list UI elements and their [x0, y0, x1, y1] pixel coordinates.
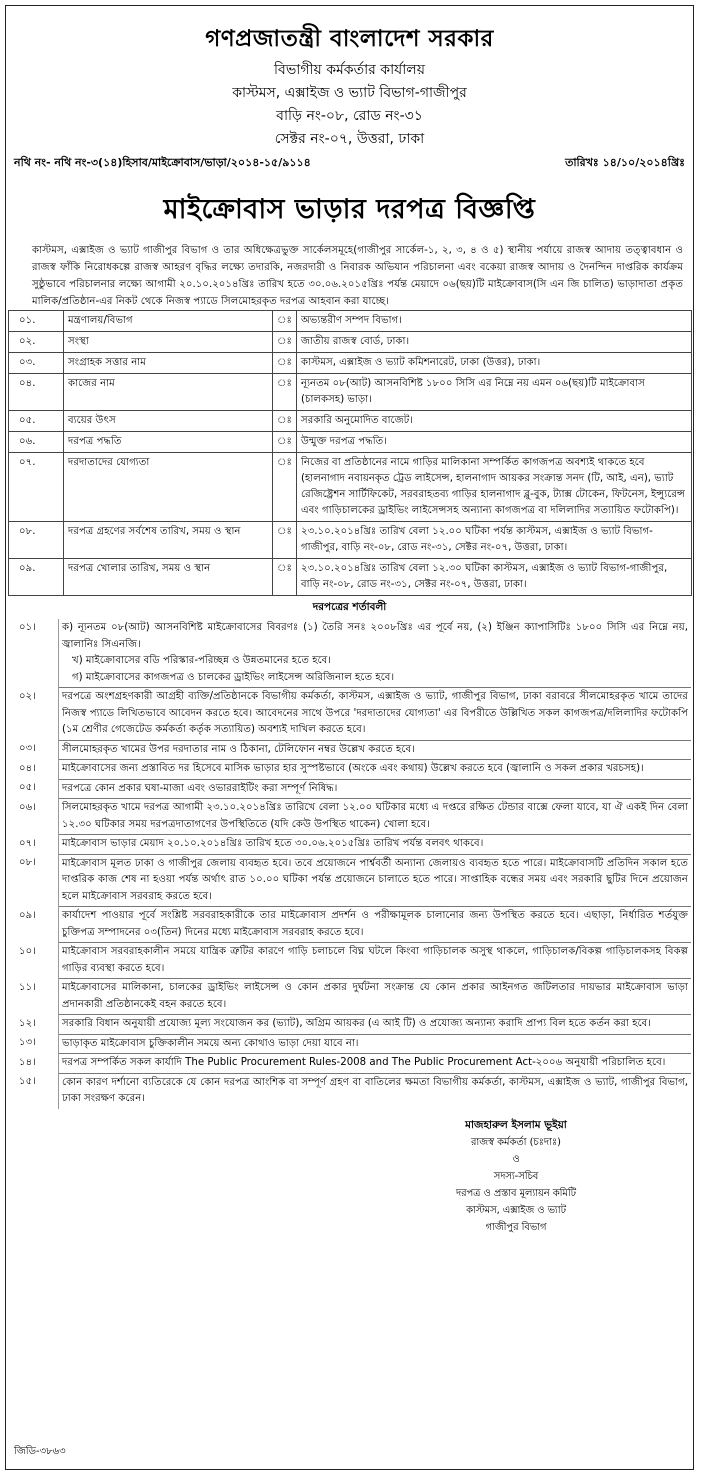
- signatory-place: গাজীপুর বিভাগ: [485, 1221, 547, 1233]
- info-row: [9, 453, 692, 522]
- info-row: [9, 522, 692, 559]
- term-line: মাইক্রোবাস মূলত ঢাকা ও গাজীপুর জেলায় ব্যবহৃত হবে। তবে প্রয়োজনে পার্শ্ববর্তী অন্যান্য জেলায়ও ব্যবহৃত হতে পারে। মাইক্রোবাসটি প্রতিদিন সকাল হতে দাপ্তরিক কাজ শেষ না হওয়া পর্যন্ত অর্থাৎ রাত ১০.০০ ঘটিকা পর্যন্ত প্রয়োজনে চালাতে হতে পারে। সাপ্তাহিক বন্ধের সময় এবং সরকারি ছুটির দিনে প্রয়োজন হলে মাইক্রোবাস সরবরাহ করতে হবে।: [62, 857, 688, 902]
- info-row-colon: ঃ: [273, 453, 297, 522]
- info-row-number: ০৫.: [9, 411, 64, 432]
- term-row: [9, 688, 691, 741]
- address-line-2: সেক্টর নং-০৭, উত্তরা, ঢাকা: [274, 131, 425, 147]
- letterhead: [6, 20, 693, 151]
- term-number: ১৫।: [19, 1076, 36, 1087]
- info-row-label: সংগ্রাহক সত্তার নাম: [64, 353, 273, 374]
- term-line: মাইক্রোবাস সরবরাহকালীন সময়ে যান্ত্রিক ত্রুটির কারণে গাড়ি চলাচলে বিঘ্ন ঘটলে কিংবা গাড়িচালক অসুস্থ থাকলে, গাড়িচালক/বিকল্প গাড়িচালকসহ বিকল্প গাড়ির ব্যবস্থা করতে হবে।: [62, 946, 688, 974]
- term-line: দরপত্র সম্পর্কিত সকল কার্যাদি The Public Procurement Rules-2008 and The Public Procurement Act-২০০৬ অনুযায়ী পরিচালিত হবে।: [62, 1057, 666, 1068]
- term-row: [9, 979, 691, 1015]
- term-line: মাইক্রোবাসের মালিকানা, চালকের ড্রাইভিং লাইসেন্স ও কোন প্রকার দুর্ঘটনা সংক্রান্ত যে কোন প্রকার আইনগত জটিলতার দায়ভার মাইক্রোবাস ভাড়া প্রদানকারী প্রতিষ্ঠানকেই বহন করতে হবে।: [62, 982, 688, 1010]
- info-row: [9, 432, 692, 453]
- info-row-number: ০৩.: [9, 353, 64, 374]
- info-row-value: কাস্টমস, এক্সাইজ ও ভ্যাট কমিশনারেট, ঢাকা (উত্তর), ঢাকা।: [296, 353, 691, 374]
- term-line: সিলমোহরকৃত খামে দরপত্র আগামী ২৩.১০.২০১৪খ্রিঃ তারিখে বেলা ১২.০০ ঘটিকার মধ্যে এ দপ্তরে রক্ষিত টেন্ডার বাক্সে ফেলা যাবে, যা ঐ একই দিন বেলা ১২.৩০ ঘটিকার সময় দরপত্রদাতাগণের উপস্থিতিতে (যদি কেউ উপস্থিত থাকেন) খোলা হবে।: [62, 802, 688, 830]
- info-row-label: সংস্থা: [64, 332, 273, 353]
- term-line: খ) মাইক্রোবাসের বডি পরিস্কার-পরিচ্ছন্ন ও উন্নতমানের হতে হবে।: [72, 655, 331, 666]
- term-text: [59, 760, 692, 780]
- term-number: ০৩।: [19, 743, 36, 754]
- signatory-and: ও: [512, 1153, 520, 1165]
- info-row-value: অভ্যন্তরীণ সম্পদ বিভাগ।: [296, 311, 691, 332]
- info-row-value: নিজের বা প্রতিষ্ঠানের নামে গাড়ির মালিকানা সম্পর্কিত কাগজপত্র অবশ্যই থাকতে হবে (হালনাগাদ নবায়নকৃত ট্রেড লাইসেন্স, হালনাগাদ আয়কর সংক্রান্ত সনদ (টি, আই, এন), ভ্যাট রেজিষ্ট্রেশন সার্টিফিকেট, সরবরাহতব্য গাড়ির হালনাগাদ ব্লু-বুক, ট্যাক্স টোকেন, ফিটনেস, ইন্স্যুরেন্স এবং গাড়িচালকের ড্রাইভিং লাইসেন্সসহ অন্যান্য কাগজপত্র বা দলিলাদির সত্যায়িত ফটোকপি)।: [296, 453, 691, 522]
- info-row-colon: ঃ: [273, 411, 297, 432]
- info-row-colon: ঃ: [273, 374, 297, 411]
- division-name: কাস্টমস, এক্সাইজ ও ভ্যাট বিভাগ-গাজীপুর: [232, 85, 467, 101]
- info-row-value: ২৩.১০.২০১৪খ্রিঃ তারিখ বেলা ১২.০০ ঘটিকা পর্যন্ত কাস্টমস, এক্সাইজ ও ভ্যাট বিভাগ-গাজীপুর, বাড়ি নং-০৮, রোড নং-৩১, সেক্টর নং-০৭, উত্তরা, ঢাকা।: [296, 522, 691, 559]
- term-row: [9, 619, 691, 688]
- intro-paragraph: কাস্টমস, এক্সাইজ ও ভ্যাট গাজীপুর বিভাগ ও তার অধিক্ষেত্রভুক্ত সার্কেলসমূহে(গাজীপুর সার্কেল-১, ২, ৩, ৪ ও ৫) স্থানীয় পর্যায়ে রাজস্ব আদায় তত্ত্বাবধান ও রাজস্ব ফাঁকি নিরোধকল্পে রাজস্ব আহরণ বৃদ্ধির লক্ষ্যে তদারকি, নজরদারী ও নিবারক অভিযান পরিচালনা এবং বকেয়া রাজস্ব আদায় ও দৈনন্দিন দাপ্তরিক কার্যক্রম সুষ্ঠুভাবে পরিচালনার লক্ষ্যে আগামী ২০.১০.২০১৪খ্রিঃ তারিখ হতে ৩০.০৬.২০১৫খ্রিঃ পর্যন্ত মেয়াদে ০৬(ছয়)টি মাইক্রোবাস(সি এন জি চালিত) ভাড়াদাতা প্রকৃত মালিক/প্রতিষ্ঠান-এর নিকট থেকে নিজস্ব প্যাডে সিলমোহরকৃত দরপত্র আহবান করা যাচ্ছে।: [32, 245, 683, 307]
- term-row: [9, 1054, 691, 1074]
- term-text: [59, 835, 692, 855]
- term-text: [59, 1054, 692, 1074]
- term-row: [9, 854, 691, 907]
- info-row-number: ০৪.: [9, 374, 64, 411]
- terms-table: [9, 619, 691, 1109]
- term-line: মাইক্রোবাস ভাড়ার মেয়াদ ২০.১০.২০১৪খ্রিঃ তারিখ হতে ৩০.০৬.২০১৫খ্রিঃ তারিখ পর্যন্ত বলবৎ থাকবে।: [62, 838, 484, 849]
- info-row-number: ০৬.: [9, 432, 64, 453]
- term-line: সীলমোহরকৃত খামের উপর দরদাতার নাম ও ঠিকানা, টেলিফোন নম্বর উল্লেখ করতে হবে।: [62, 743, 415, 755]
- info-row: [9, 411, 692, 432]
- info-row-number: ০১.: [9, 311, 64, 332]
- info-row: [9, 559, 692, 596]
- tender-notice-page: [5, 5, 694, 1470]
- signature-block: [366, 1117, 666, 1236]
- info-row: [9, 311, 692, 332]
- notice-date: তারিখঃ ১৪/১০/২০১৪খ্রিঃ: [565, 156, 685, 169]
- term-number: ১২।: [19, 1017, 36, 1029]
- term-text: [59, 688, 692, 741]
- file-number: নথি নং- নথি নং-৩(১৪)হিসাব/মাইক্রোবাস/ভাড়া/২০১৪-১৫/৯১১৪: [14, 156, 311, 169]
- government-name: গণপ্রজাতন্ত্রী বাংলাদেশ সরকার: [205, 25, 494, 52]
- term-row: [9, 1034, 691, 1054]
- info-row-value: ন্যূনতম ০৮(আট) আসনবিশিষ্ট ১৮০০ সিসি এর নিম্নে নয় এমন ০৬(ছয়)টি মাইক্রোবাস (চালকসহ) ভাড়া।: [296, 374, 691, 411]
- term-text: [59, 1034, 692, 1054]
- info-row-colon: ঃ: [273, 353, 297, 374]
- term-row: [9, 907, 691, 943]
- term-number: ০৯।: [19, 909, 36, 921]
- term-number: ০৮।: [19, 857, 36, 868]
- address-line-1: বাড়ি নং-০৮, রোড নং-৩১: [276, 108, 423, 124]
- info-row-value: ২৩.১০.২০১৪খ্রিঃ তারিখ বেলা ১২.৩০ ঘটিকা কাস্টমস, এক্সাইজ ও ভ্যাট বিভাগ-গাজীপুর, বাড়ি নং-০৮, রোড নং-৩১, সেক্টর নং-০৭, উত্তরা, ঢাকা।: [296, 559, 691, 596]
- signatory-designation: রাজস্ব কর্মকর্তা (চঃদাঃ): [471, 1136, 561, 1148]
- info-row-value: সরকারি অনুমোদিত বাজেট।: [296, 411, 691, 432]
- term-text: [59, 779, 692, 799]
- term-text: [59, 1015, 692, 1035]
- term-line: গ) মাইক্রোবাসের কাগজপত্র ও চালকের ড্রাইভিং লাইসেন্স অরিজিনাল হতে হবে।: [72, 671, 395, 683]
- info-row-number: ০২.: [9, 332, 64, 353]
- term-number: ১১।: [19, 981, 36, 993]
- info-row-number: ০৮.: [9, 522, 64, 559]
- signatory-org: কাস্টমস, এক্সাইজ ও ভ্যাট: [466, 1204, 566, 1216]
- notice-title: মাইক্রোবাস ভাড়ার দরপত্র বিজ্ঞপ্তি: [163, 194, 536, 225]
- term-text: [59, 907, 692, 943]
- info-row: [9, 374, 692, 411]
- office-name: বিভাগীয় কর্মকর্তার কার্যালয়: [274, 62, 425, 78]
- tender-info-table: [8, 310, 692, 596]
- info-row-label: ব্যয়ের উৎস: [64, 411, 273, 432]
- term-text: [59, 979, 692, 1015]
- info-row-label: দরপত্র পদ্ধতি: [64, 432, 273, 453]
- term-text: [59, 740, 692, 760]
- signatory-committee: দরপত্র ও প্রস্তাব মূল্যায়ন কমিটি: [456, 1187, 576, 1199]
- term-row: [9, 760, 691, 780]
- info-row-number: ০৭.: [9, 453, 64, 522]
- info-row-colon: ঃ: [273, 311, 297, 332]
- signatory-name: মাজহারুল ইসলাম ভূইয়া: [465, 1118, 567, 1131]
- term-line: মাইক্রোবাসের জন্য প্রস্তাবিত দর হিসেবে মাসিক ভাড়ার হার সুস্পষ্টভাবে (অংকে এবং কথায়) উল্লেখ করতে হবে (জ্বালানি ও সকল প্রকার খরচসহ)।: [62, 763, 644, 774]
- info-row-value: উন্মুক্ত দরপত্র পদ্ধতি।: [296, 432, 691, 453]
- info-row-label: মন্ত্রণালয়/বিভাগ: [64, 311, 273, 332]
- term-line: সরকারি বিধান অনুযায়ী প্রযোজ্য মূল্য সংযোজন কর (ভ্যাট), অগ্রিম আয়কর (এ আই টি) ও প্রযোজ্য অন্যান্য করাদি প্রাপ্য বিল হতে কর্তন করা হবে।: [62, 1018, 651, 1029]
- term-row: [9, 740, 691, 760]
- term-text: [59, 619, 692, 688]
- info-row-label: দরদাতাদের যোগ্যতা: [64, 453, 273, 522]
- info-row-colon: ঃ: [273, 432, 297, 453]
- info-row-colon: ঃ: [273, 522, 297, 559]
- term-text: [59, 943, 692, 979]
- term-row: [9, 779, 691, 799]
- term-line: ক) ন্যূনতম ০৮(আট) আসনবিশিষ্ট মাইক্রোবাসের বিবরণঃ (১) তৈরি সনঃ ২০০৮খ্রিঃ এর পূর্বে নয়, (২) ইঞ্জিন ক্যাপাসিটিঃ ১৮০০ সিসি এর নিম্নে নয়, জ্বালানিঃ সিএনজি।: [62, 622, 688, 650]
- term-row: [9, 835, 691, 855]
- term-row: [9, 1015, 691, 1035]
- info-row-colon: ঃ: [273, 559, 297, 596]
- term-line: দরপত্রে কোন প্রকার ঘষা-মাজা এবং ওভাররাইটিং করা সম্পূর্ণ নিষিদ্ধ।: [62, 782, 338, 794]
- term-number: ০৬।: [19, 801, 36, 813]
- info-row: [9, 332, 692, 353]
- info-row-colon: ঃ: [273, 332, 297, 353]
- term-row: [9, 943, 691, 979]
- term-number: ১৪।: [19, 1056, 36, 1068]
- term-number: ১০।: [19, 945, 36, 957]
- term-line: দরপত্রে অংশগ্রহণকারী আগ্রহী ব্যক্তি/প্রতিষ্ঠানকে বিভাগীয় কর্মকর্তা, কাস্টমস, এক্সাইজ ও ভ্যাট, গাজীপুর বিভাগ, ঢাকা বরাবরে সীলমোহরকৃত খামে তাদের নিজস্ব প্যাডে লিখিতভাবে আবেদন করতে হবে। আবেদনের সাথে উপরে 'দরদাতাদের যোগ্যতা' এর বিপরীতে উল্লিখিত সকল কাগজপত্র/দলিলাদির ফটোকপি (১ম শ্রেণীর গেজেটেড কর্মকর্তা কর্তৃক সত্যায়িত) অবশ্যই দাখিল করতে হবে।: [62, 691, 688, 735]
- term-row: [9, 799, 691, 835]
- term-number: ০৭।: [19, 837, 36, 849]
- term-number: ০৫।: [19, 782, 36, 793]
- term-text: [59, 854, 692, 907]
- term-number: ১৩।: [19, 1037, 36, 1048]
- term-line: কোন কারণ দর্শানো ব্যতিরেকে যে কোন দরপত্র আংশিক বা সম্পূর্ণ গ্রহণ বা বাতিলের ক্ষমতা বিভাগীয় কর্মকর্তা, কাস্টমস, এক্সাইজ ও ভ্যাট, গাজীপুর বিভাগ, ঢাকা সংরক্ষণ করেন।: [62, 1076, 688, 1104]
- term-number: ০২।: [19, 690, 36, 702]
- info-row-label: কাজের নাম: [64, 374, 273, 411]
- term-line: ভাড়াকৃত মাইক্রোবাস চুক্তিকালীন সময়ে অন্য কোথাও ভাড়া দেয়া যাবে না।: [62, 1037, 359, 1049]
- term-number: ০১।: [19, 622, 36, 633]
- gd-number: জিডি-৩৮৬৩: [14, 1446, 66, 1457]
- term-text: [59, 799, 692, 835]
- term-row: [9, 1073, 691, 1109]
- info-row-value: জাতীয় রাজস্ব বোর্ড, ঢাকা।: [296, 332, 691, 353]
- signatory-role: সদস্য-সচিব: [493, 1170, 539, 1182]
- info-row: [9, 353, 692, 374]
- info-row-label: দরপত্র গ্রহণের সর্বশেষ তারিখ, সময় ও স্থান: [64, 522, 273, 559]
- terms-heading: দরপত্রের শর্তাবলী: [312, 601, 387, 613]
- reference-row: [6, 154, 693, 173]
- info-row-label: দরপত্র খোলার তারিখ, সময় ও স্থান: [64, 559, 273, 596]
- term-text: [59, 1073, 692, 1109]
- term-line: কার্যাদেশ পাওয়ার পূর্বে সংশ্লিষ্ট সরবরাহকারীকে তার মাইক্রোবাস প্রদর্শন ও পরীক্ষামূলক চালানোর জন্য উপস্থিত করতে হবে। এছাড়া, নির্ধারিত শর্তযুক্ত চুক্তিপত্র সম্পাদনের ০৩(তিন) দিনের মধ্যে মাইক্রোবাস সরবরাহ করতে হবে।: [62, 910, 688, 938]
- info-row-number: ০৯.: [9, 559, 64, 596]
- term-number: ০৪।: [19, 762, 36, 774]
